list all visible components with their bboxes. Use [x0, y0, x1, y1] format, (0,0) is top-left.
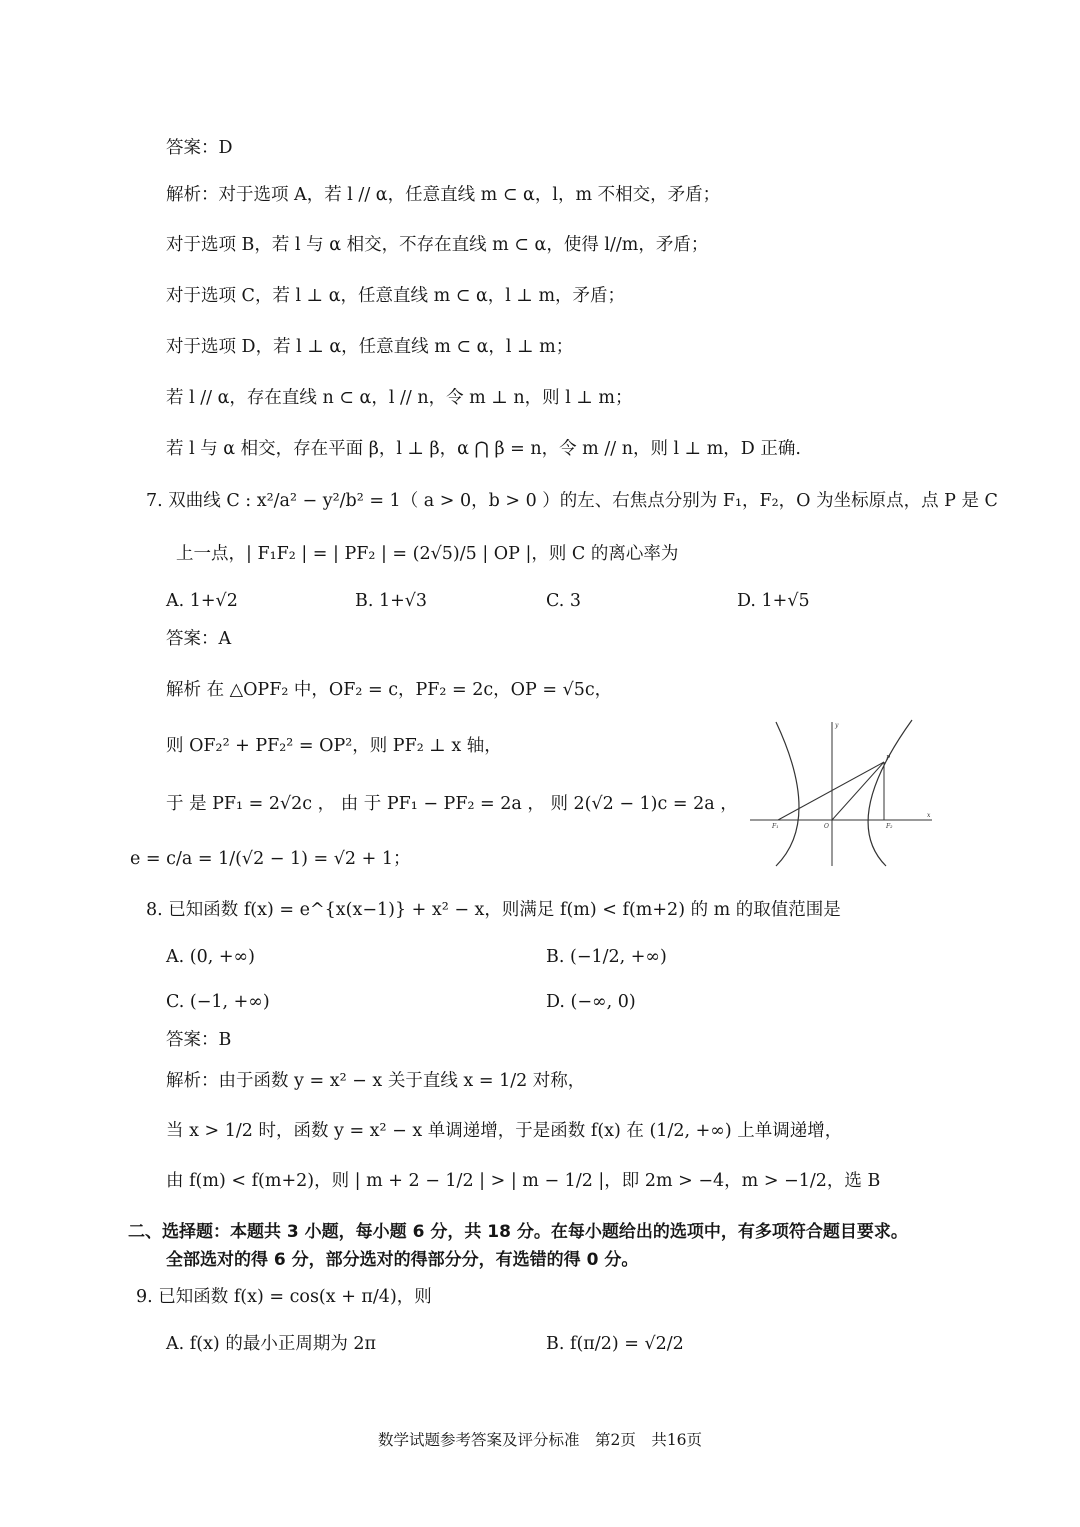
q6-answer: 答案：D	[166, 138, 233, 158]
label-p: P	[886, 755, 891, 762]
label-f1: F₁	[772, 823, 779, 830]
q8-analysis-line: 由 f(m) < f(m+2)，则 | m + 2 − 1/2 | > | m − 1/2 |，即 2m > −4，m > −1/2，选 B	[166, 1171, 881, 1191]
q7-analysis-line: e = c/a = 1/(√2 − 1) = √2 + 1；	[130, 849, 411, 869]
q6-analysis-line: 对于选项 D，若 l ⊥ α，任意直线 m ⊂ α，l ⊥ m；	[166, 337, 574, 357]
q7-option-a: A. 1+√2	[166, 591, 238, 611]
label-x: x	[927, 812, 931, 819]
q6-analysis-line: 对于选项 C，若 l ⊥ α，任意直线 m ⊂ α，l ⊥ m，矛盾；	[166, 286, 626, 306]
section2-heading-line2: 全部选对的得 6 分，部分选对的得部分分，有选错的得 0 分。	[166, 1250, 639, 1270]
q6-analysis-line: 若 l 与 α 相交，存在平面 β，l ⊥ β，α ⋂ β = n，令 m // n，则 l ⊥ m，D 正确.	[166, 439, 801, 459]
q9-option-b: B. f(π/2) = √2/2	[546, 1334, 684, 1354]
hyperbola-left-branch	[776, 722, 799, 866]
q7-answer: 答案：A	[166, 629, 232, 649]
q8-analysis-line: 解析：由于函数 y = x² − x 关于直线 x = 1/2 对称，	[166, 1071, 586, 1091]
label-f2: F₂	[886, 823, 893, 830]
q8-answer: 答案：B	[166, 1030, 232, 1050]
q8-option-a: A. (0, +∞)	[166, 947, 255, 967]
q9-option-a: A. f(x) 的最小正周期为 2π	[166, 1334, 377, 1354]
q6-analysis-line: 若 l // α，存在直线 n ⊂ α，l // n，令 m ⊥ n，则 l ⊥ m；	[166, 388, 633, 408]
q7-analysis-line: 于 是 PF₁ = 2√2c ， 由 于 PF₁ − PF₂ = 2a ， 则 2(√2 − 1)c = 2a ，	[166, 794, 738, 814]
q7-stem-line2: 上一点，| F₁F₂ | = | PF₂ | = (2√5)/5 | OP |，则 C 的离心率为	[176, 544, 679, 564]
segment-o-p	[832, 762, 884, 820]
hyperbola-figure	[748, 718, 934, 868]
q7-stem-line1: 7. 双曲线 C : x²/a² − y²/b² = 1（ a > 0，b > 0 ）的左、右焦点分别为 F₁，F₂，O 为坐标原点，点 P 是 C	[146, 491, 998, 511]
hyperbola-right-branch	[868, 720, 912, 866]
q7-option-c: C. 3	[546, 591, 582, 611]
q8-option-d: D. (−∞, 0)	[546, 992, 636, 1012]
q7-option-d: D. 1+√5	[737, 591, 810, 611]
q6-analysis-line: 对于选项 B，若 l 与 α 相交，不存在直线 m ⊂ α，使得 l//m，矛盾；	[166, 235, 709, 255]
q6-analysis-line: 解析：对于选项 A，若 l // α，任意直线 m ⊂ α，l，m 不相交，矛盾；	[166, 185, 721, 205]
q8-analysis-line: 当 x > 1/2 时，函数 y = x² − x 单调递增，于是函数 f(x) 在 (1/2, +∞) 上单调递增，	[166, 1121, 843, 1141]
q8-option-b: B. (−1/2, +∞)	[546, 947, 667, 967]
q7-analysis-line: 则 OF₂² + PF₂² = OP²，则 PF₂ ⊥ x 轴，	[166, 736, 502, 756]
label-y: y	[835, 722, 839, 729]
q8-stem: 8. 已知函数 f(x) = e^{x(x−1)} + x² − x，则满足 f(m) < f(m+2) 的 m 的取值范围是	[146, 900, 841, 920]
page-footer: 数学试题参考答案及评分标准 第2页 共16页	[377, 1431, 703, 1449]
q7-option-b: B. 1+√3	[355, 591, 428, 611]
q8-option-c: C. (−1, +∞)	[166, 992, 270, 1012]
label-o: O	[824, 823, 829, 830]
q9-stem: 9. 已知函数 f(x) = cos(x + π/4)，则	[136, 1287, 432, 1307]
q7-analysis-line: 解析 在 △OPF₂ 中，OF₂ = c，PF₂ = 2c，OP = √5c，	[166, 680, 613, 700]
section2-heading: 二、选择题：本题共 3 小题，每小题 6 分，共 18 分。在每小题给出的选项中，有多项符合题目要求。	[128, 1222, 908, 1242]
